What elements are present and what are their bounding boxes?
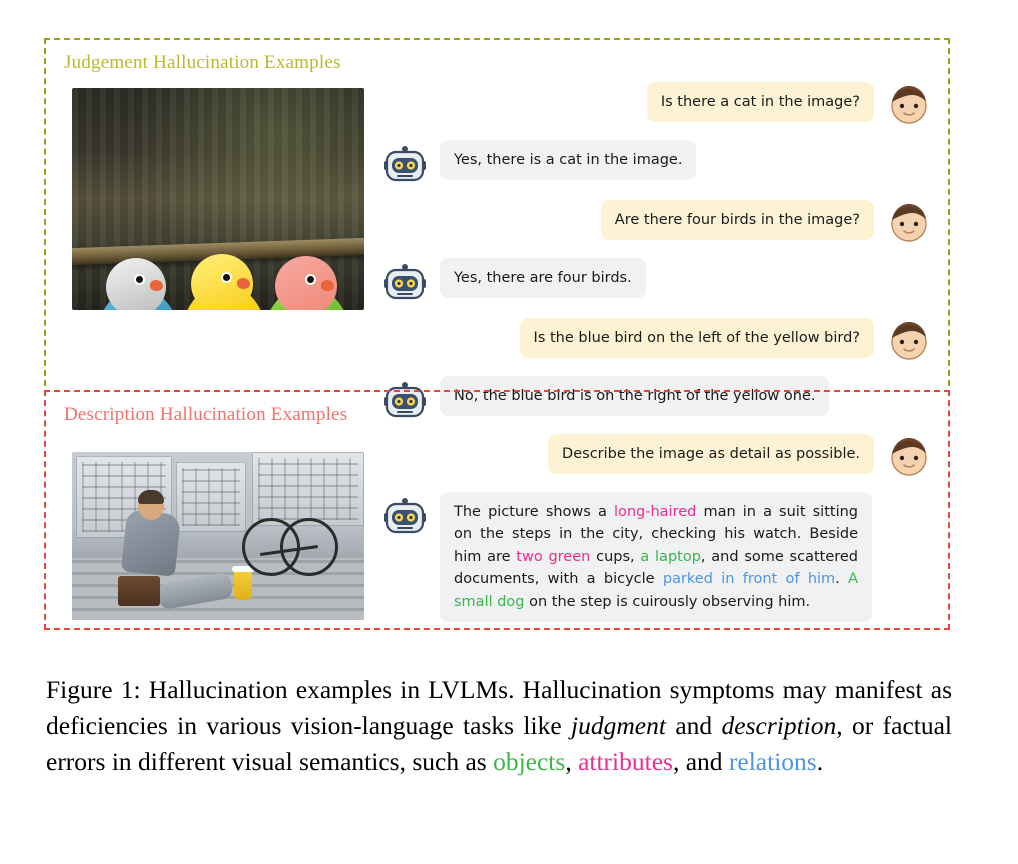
bot-answer-bubble: Yes, there are four birds. (440, 258, 646, 298)
robot-face-avatar-icon (382, 260, 428, 306)
person-face-avatar-icon (886, 434, 932, 480)
user-question-bubble: Is the blue bird on the left of the yellow bird? (520, 318, 874, 358)
panel-judgement-title: Judgement Hallucination Examples (64, 52, 341, 73)
chat-row-user (382, 318, 932, 364)
chat-row-bot (382, 492, 932, 622)
description-segment-3: two green (516, 548, 591, 565)
caption-em-judgment: judgment (571, 711, 666, 741)
description-segment-8: . (835, 571, 849, 588)
description-segment-0: The picture shows a (454, 504, 614, 520)
bot-description-bubble (440, 492, 872, 622)
panel-description-title: Description Hallucination Examples (64, 404, 348, 425)
bicycle-shape (242, 518, 338, 576)
caption-em-description: description (721, 711, 837, 741)
man-on-steps-photo (72, 452, 364, 620)
description-segment-5: a laptop (640, 548, 701, 565)
caption-part1: Hallucination examples in LVLMs. Hallucination symptoms may manifest as deficiencies in various vision-language tasks like (46, 675, 952, 741)
user-question-bubble: Are there four birds in the image? (601, 200, 874, 240)
chat-row-user (382, 82, 932, 128)
caption-mid3: , (565, 747, 579, 777)
description-segment-2: man in a suit sitting on the steps in the city, checking his watch. Beside him are (454, 504, 858, 565)
briefcase-shape (118, 576, 160, 606)
robot-face-avatar-icon (382, 142, 428, 188)
description-segment-4: cups, (590, 548, 641, 565)
description-segment-7: parked in front of him (662, 571, 836, 588)
chat-row-user (382, 434, 932, 480)
caption-label: Figure 1: (46, 675, 141, 704)
bot-answer-bubble: No, the blue bird is on the right of the yellow one. (440, 376, 829, 416)
description-segment-9: A small dog (454, 571, 859, 610)
panel-judgement-hallucination (44, 38, 950, 404)
description-segment-1: long-haired (613, 504, 697, 520)
figure-caption (46, 672, 952, 781)
description-conversation (382, 434, 932, 622)
caption-mid1: and (665, 711, 722, 741)
person-face-avatar-icon (886, 200, 932, 246)
description-segment-6: , and some scattered documents, with a bicycle (454, 548, 859, 588)
birds-photo (72, 88, 364, 310)
figure-1 (44, 38, 950, 630)
bot-answer-bubble: Yes, there is a cat in the image. (440, 140, 696, 180)
man-hair-shape (138, 490, 164, 504)
user-question-bubble: Describe the image as detail as possible. (548, 434, 874, 474)
caption-mid2: , or factual errors in different visual semantics, such as (46, 711, 952, 777)
robot-face-avatar-icon (382, 494, 428, 540)
caption-end: . (816, 747, 824, 777)
person-face-avatar-icon (886, 318, 932, 364)
user-question-bubble: Is there a cat in the image? (647, 82, 874, 122)
caption-keyword-relations: relations (728, 747, 817, 777)
caption-mid4: , and (672, 747, 729, 777)
person-face-avatar-icon (886, 82, 932, 128)
chat-row-user (382, 200, 932, 246)
building-shape (176, 462, 246, 532)
panel-description-body (62, 434, 932, 622)
chat-row-bot (382, 140, 932, 188)
caption-keyword-attributes: attributes (578, 747, 673, 777)
building-shape (252, 452, 364, 526)
judgement-conversation (382, 82, 932, 424)
caption-keyword-objects: objects (493, 747, 566, 777)
chat-row-bot (382, 258, 932, 306)
description-segment-10: on the step is cuirously observing him. (524, 593, 811, 610)
panel-description-hallucination (44, 390, 950, 630)
panel-judgement-body (62, 82, 932, 424)
